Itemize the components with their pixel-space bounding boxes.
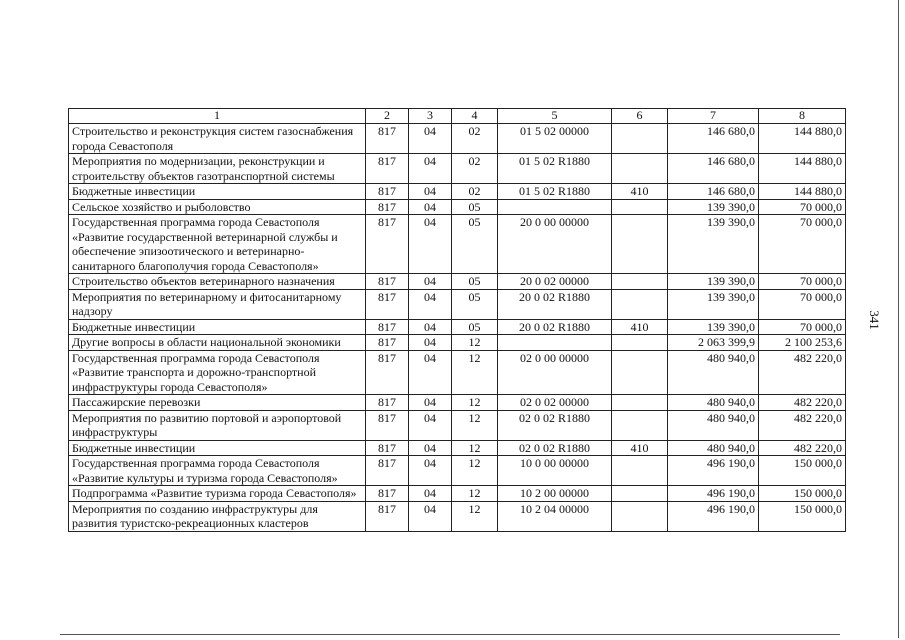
header-cell: 5 (498, 109, 612, 124)
cell-expense-type (612, 199, 668, 215)
cell-name: Бюджетные инвестиции (69, 440, 366, 456)
table-row (69, 215, 846, 274)
cell-gl-admin: 817 (366, 501, 409, 531)
table-row (69, 154, 846, 184)
cell-target-article: 02 0 02 00000 (498, 395, 612, 411)
cell-amount-2: 144 880,0 (759, 124, 846, 154)
cell-section: 04 (409, 199, 452, 215)
cell-expense-type (612, 350, 668, 395)
cell-amount-2: 70 000,0 (759, 215, 846, 274)
cell-target-article: 20 0 02 00000 (498, 274, 612, 290)
cell-subsection: 12 (452, 395, 498, 411)
cell-gl-admin: 817 (366, 319, 409, 335)
cell-amount-1: 139 390,0 (668, 199, 759, 215)
cell-name: Мероприятия по модернизации, реконструкции и строительству объектов газотранспортной системы (69, 154, 366, 184)
header-cell: 8 (759, 109, 846, 124)
cell-section: 04 (409, 319, 452, 335)
cell-gl-admin: 817 (366, 350, 409, 395)
cell-gl-admin: 817 (366, 486, 409, 502)
cell-section: 04 (409, 501, 452, 531)
cell-name: Другие вопросы в области национальной экономики (69, 335, 366, 351)
cell-gl-admin: 817 (366, 335, 409, 351)
cell-amount-1: 496 190,0 (668, 486, 759, 502)
table-row (69, 199, 846, 215)
cell-amount-1: 480 940,0 (668, 395, 759, 411)
header-cell: 6 (612, 109, 668, 124)
cell-section: 04 (409, 486, 452, 502)
cell-amount-2: 70 000,0 (759, 199, 846, 215)
cell-section: 04 (409, 274, 452, 290)
table-row (69, 289, 846, 319)
cell-target-article (498, 335, 612, 351)
cell-subsection: 12 (452, 456, 498, 486)
cell-gl-admin: 817 (366, 124, 409, 154)
cell-expense-type (612, 215, 668, 274)
cell-section: 04 (409, 350, 452, 395)
cell-expense-type (612, 124, 668, 154)
cell-section: 04 (409, 184, 452, 200)
cell-expense-type (612, 335, 668, 351)
cell-name: Пассажирские перевозки (69, 395, 366, 411)
cell-amount-1: 480 940,0 (668, 440, 759, 456)
cell-amount-2: 482 220,0 (759, 440, 846, 456)
cell-amount-1: 496 190,0 (668, 456, 759, 486)
cell-name: Подпрограмма «Развитие туризма города Севастополя» (69, 486, 366, 502)
cell-name: Государственная программа города Севастополя «Развитие транспорта и дорожно-транспортной инфраструктуры города Севастополя» (69, 350, 366, 395)
cell-section: 04 (409, 395, 452, 411)
cell-target-article: 02 0 02 R1880 (498, 440, 612, 456)
bottom-rule (60, 634, 840, 635)
cell-target-article: 01 5 02 R1880 (498, 154, 612, 184)
table-row (69, 395, 846, 411)
page-number: 341 (866, 310, 882, 330)
cell-subsection: 02 (452, 184, 498, 200)
cell-amount-2: 482 220,0 (759, 350, 846, 395)
cell-gl-admin: 817 (366, 456, 409, 486)
cell-gl-admin: 817 (366, 410, 409, 440)
budget-table (68, 108, 846, 532)
cell-target-article: 02 0 00 00000 (498, 350, 612, 395)
cell-amount-2: 150 000,0 (759, 486, 846, 502)
cell-amount-1: 146 680,0 (668, 154, 759, 184)
cell-expense-type: 410 (612, 184, 668, 200)
table-row (69, 501, 846, 531)
cell-subsection: 05 (452, 199, 498, 215)
cell-section: 04 (409, 456, 452, 486)
table-row (69, 350, 846, 395)
cell-section: 04 (409, 215, 452, 274)
cell-gl-admin: 817 (366, 215, 409, 274)
cell-amount-2: 144 880,0 (759, 154, 846, 184)
cell-section: 04 (409, 440, 452, 456)
cell-target-article: 10 0 00 00000 (498, 456, 612, 486)
cell-target-article: 01 5 02 R1880 (498, 184, 612, 200)
cell-section: 04 (409, 124, 452, 154)
cell-subsection: 12 (452, 486, 498, 502)
cell-name: Государственная программа города Севастополя «Развитие культуры и туризма города Севастополя» (69, 456, 366, 486)
cell-amount-1: 139 390,0 (668, 215, 759, 274)
cell-target-article: 20 0 02 R1880 (498, 289, 612, 319)
header-cell: 4 (452, 109, 498, 124)
cell-amount-2: 2 100 253,6 (759, 335, 846, 351)
cell-subsection: 12 (452, 410, 498, 440)
cell-name: Сельское хозяйство и рыболовство (69, 199, 366, 215)
table-row (69, 184, 846, 200)
cell-amount-2: 482 220,0 (759, 395, 846, 411)
cell-subsection: 02 (452, 124, 498, 154)
cell-subsection: 12 (452, 335, 498, 351)
cell-amount-1: 496 190,0 (668, 501, 759, 531)
cell-amount-2: 150 000,0 (759, 456, 846, 486)
cell-name: Бюджетные инвестиции (69, 184, 366, 200)
table-row (69, 274, 846, 290)
cell-expense-type (612, 289, 668, 319)
cell-amount-1: 139 390,0 (668, 274, 759, 290)
header-cell: 1 (69, 109, 366, 124)
cell-name: Мероприятия по созданию инфраструктуры для развития туристско-рекреационных кластеров (69, 501, 366, 531)
cell-amount-2: 70 000,0 (759, 289, 846, 319)
cell-amount-2: 150 000,0 (759, 501, 846, 531)
header-cell: 7 (668, 109, 759, 124)
cell-amount-2: 482 220,0 (759, 410, 846, 440)
cell-name: Государственная программа города Севастополя «Развитие государственной ветеринарной службы и обеспечение эпизоотического и ветеринарно-санитарного благополучия города Севастополя» (69, 215, 366, 274)
cell-section: 04 (409, 154, 452, 184)
cell-gl-admin: 817 (366, 440, 409, 456)
cell-gl-admin: 817 (366, 289, 409, 319)
cell-subsection: 05 (452, 319, 498, 335)
cell-amount-1: 480 940,0 (668, 350, 759, 395)
table-row (69, 124, 846, 154)
cell-amount-1: 139 390,0 (668, 319, 759, 335)
cell-expense-type (612, 395, 668, 411)
cell-section: 04 (409, 410, 452, 440)
cell-expense-type: 410 (612, 440, 668, 456)
cell-name: Строительство и реконструкция систем газоснабжения города Севастополя (69, 124, 366, 154)
table-body (69, 124, 846, 532)
cell-expense-type (612, 456, 668, 486)
cell-expense-type (612, 154, 668, 184)
table-row (69, 486, 846, 502)
header-cell: 3 (409, 109, 452, 124)
cell-section: 04 (409, 335, 452, 351)
cell-target-article (498, 199, 612, 215)
cell-subsection: 05 (452, 289, 498, 319)
cell-target-article: 02 0 02 R1880 (498, 410, 612, 440)
table-row (69, 319, 846, 335)
cell-gl-admin: 817 (366, 274, 409, 290)
cell-amount-1: 146 680,0 (668, 124, 759, 154)
cell-subsection: 12 (452, 501, 498, 531)
cell-amount-1: 139 390,0 (668, 289, 759, 319)
cell-subsection: 12 (452, 350, 498, 395)
cell-expense-type: 410 (612, 319, 668, 335)
cell-target-article: 10 2 04 00000 (498, 501, 612, 531)
table-row (69, 456, 846, 486)
cell-subsection: 12 (452, 440, 498, 456)
cell-amount-1: 146 680,0 (668, 184, 759, 200)
cell-amount-2: 70 000,0 (759, 274, 846, 290)
cell-subsection: 05 (452, 215, 498, 274)
cell-expense-type (612, 274, 668, 290)
cell-gl-admin: 817 (366, 395, 409, 411)
cell-amount-2: 144 880,0 (759, 184, 846, 200)
cell-amount-2: 70 000,0 (759, 319, 846, 335)
cell-amount-1: 480 940,0 (668, 410, 759, 440)
cell-expense-type (612, 410, 668, 440)
cell-name: Мероприятия по ветеринарному и фитосанитарному надзору (69, 289, 366, 319)
cell-subsection: 02 (452, 154, 498, 184)
table-row (69, 410, 846, 440)
cell-name: Мероприятия по развитию портовой и аэропортовой инфраструктуры (69, 410, 366, 440)
cell-section: 04 (409, 289, 452, 319)
cell-amount-1: 2 063 399,9 (668, 335, 759, 351)
cell-target-article: 20 0 00 00000 (498, 215, 612, 274)
cell-name: Бюджетные инвестиции (69, 319, 366, 335)
cell-expense-type (612, 501, 668, 531)
cell-subsection: 05 (452, 274, 498, 290)
header-row (69, 109, 846, 124)
cell-target-article: 01 5 02 00000 (498, 124, 612, 154)
table-row (69, 440, 846, 456)
cell-target-article: 20 0 02 R1880 (498, 319, 612, 335)
cell-target-article: 10 2 00 00000 (498, 486, 612, 502)
cell-gl-admin: 817 (366, 199, 409, 215)
table-row (69, 335, 846, 351)
header-cell: 2 (366, 109, 409, 124)
cell-gl-admin: 817 (366, 184, 409, 200)
cell-expense-type (612, 486, 668, 502)
cell-name: Строительство объектов ветеринарного назначения (69, 274, 366, 290)
cell-gl-admin: 817 (366, 154, 409, 184)
